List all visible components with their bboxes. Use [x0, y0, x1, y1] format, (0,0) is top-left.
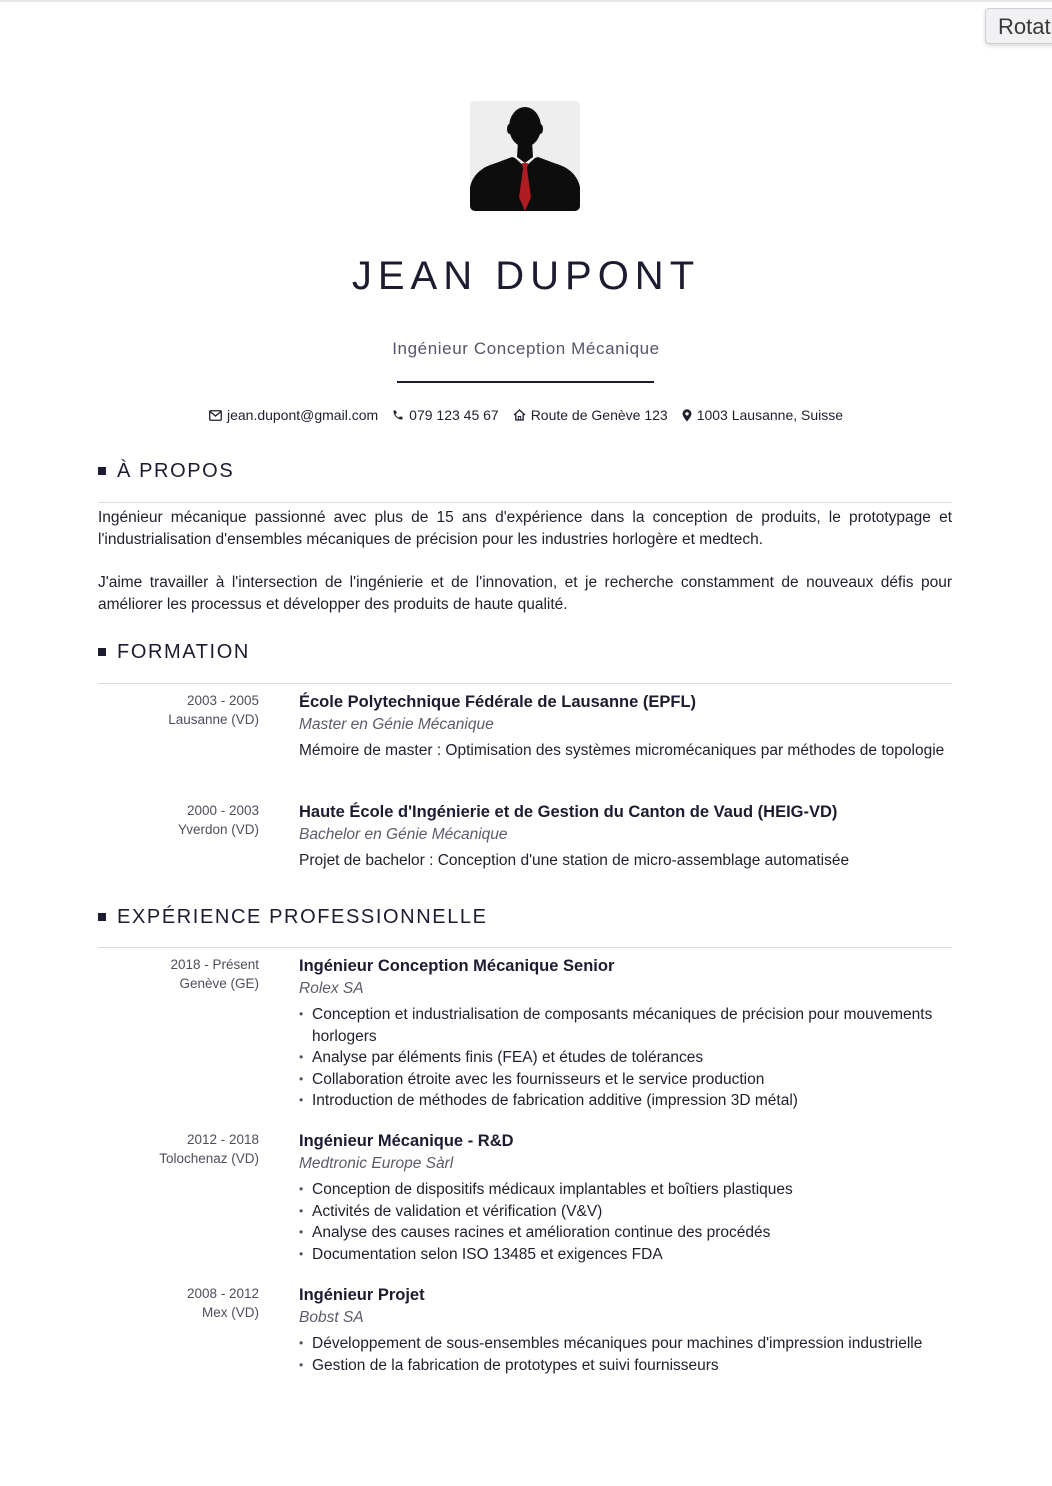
title-underline [397, 381, 654, 383]
entry-bullet-list [299, 1179, 957, 1265]
entry-location: Genève (GE) [179, 976, 259, 991]
contact-email-text: jean.dupont@gmail.com [226, 407, 379, 423]
list-item: • Conception de dispositifs médicaux implantables et boîtiers plastiques [299, 1179, 957, 1201]
entry-body [299, 801, 957, 872]
home-icon [513, 409, 526, 421]
entry-location: Tolochenaz (VD) [159, 1151, 259, 1166]
section-heading-education [98, 641, 952, 664]
entry-institution: Haute École d'Ingénierie et de Gestion du Canton de Vaud (HEIG-VD) [299, 803, 838, 821]
rotate-button[interactable]: Rotat [985, 8, 1052, 44]
entry-meta [98, 691, 259, 729]
entry-location: Mex (VD) [202, 1305, 259, 1320]
profile-photo [470, 101, 580, 211]
job-title: Ingénieur Conception Mécanique [392, 339, 660, 358]
entry-dates: 2018 - Présent [170, 957, 259, 972]
top-divider [0, 0, 1052, 2]
list-item: • Collaboration étroite avec les fournisseurs et le service production [299, 1069, 957, 1091]
entry-dates: 2008 - 2012 [186, 1286, 259, 1301]
list-item: • Documentation selon ISO 13485 et exigences FDA [299, 1244, 957, 1266]
section-heading-about [98, 460, 952, 483]
contact-phone[interactable] [392, 407, 499, 423]
entry-location: Yverdon (VD) [177, 822, 259, 837]
entry-location: Lausanne (VD) [168, 712, 259, 727]
entry-bullet-list [299, 1333, 957, 1376]
list-item: • Analyse par éléments finis (FEA) et études de tolérances [299, 1047, 957, 1069]
entry-body [299, 691, 957, 762]
section-divider-about [98, 502, 952, 503]
entry-company: Rolex SA [299, 980, 364, 997]
entry-body [299, 955, 957, 1112]
contact-street [513, 407, 668, 423]
entry-meta [98, 955, 259, 993]
contact-city [682, 407, 843, 423]
section-heading-experience [98, 906, 952, 929]
mail-icon [209, 410, 222, 421]
section-bullet-icon [98, 648, 106, 656]
entry-institution: École Polytechnique Fédérale de Lausanne (EPFL) [299, 693, 697, 711]
map-pin-icon [682, 409, 692, 422]
entry-body [299, 1130, 957, 1265]
contact-street-text: Route de Genève 123 [530, 407, 668, 423]
contact-bar [0, 407, 1052, 423]
entry-role: Ingénieur Projet [299, 1286, 425, 1304]
list-item: • Introduction de méthodes de fabrication additive (impression 3D métal) [299, 1090, 957, 1112]
candidate-name: JEAN DUPONT [351, 254, 701, 298]
section-divider-education [98, 683, 952, 684]
entry-meta [98, 801, 259, 839]
entry-role: Ingénieur Conception Mécanique Senior [299, 957, 615, 975]
about-paragraph: J'aime travailler à l'intersection de l'ingénierie et de l'innovation, et je recherche constamment de nouveaux défis pour améliorer les processus et développer des produits de haute qualité. [98, 574, 952, 613]
list-item: • Gestion de la fabrication de prototypes et suivi fournisseurs [299, 1355, 957, 1377]
section-title-experience: EXPÉRIENCE PROFESSIONNELLE [117, 906, 488, 928]
section-bullet-icon [98, 913, 106, 921]
entry-company: Bobst SA [299, 1309, 364, 1326]
entry-dates: 2012 - 2018 [186, 1132, 259, 1147]
entry-bullet-list [299, 1004, 957, 1112]
section-divider-experience [98, 947, 952, 948]
entry-role: Ingénieur Mécanique - R&D [299, 1132, 514, 1150]
phone-icon [392, 409, 404, 421]
entry-description: Projet de bachelor : Conception d'une station de micro-assemblage automatisée [299, 852, 850, 869]
entry-dates: 2003 - 2005 [186, 693, 259, 708]
about-text [98, 507, 952, 637]
list-item: • Conception et industrialisation de composants mécaniques de précision pour mouvements horlogers [299, 1004, 957, 1047]
section-title-about: À PROPOS [117, 460, 235, 482]
about-paragraph: Ingénieur mécanique passionné avec plus de 15 ans d'expérience dans la conception de produits, le prototypage et l'industrialisation d'ensembles mécaniques de précision pour les industries horlogère et medtech. [98, 509, 952, 548]
entry-degree: Bachelor en Génie Mécanique [299, 826, 508, 843]
list-item: • Activités de validation et vérification (V&V) [299, 1201, 957, 1223]
avatar-silhouette-icon [470, 101, 580, 211]
contact-email[interactable] [209, 407, 378, 423]
entry-dates: 2000 - 2003 [186, 803, 259, 818]
contact-city-text: 1003 Lausanne, Suisse [696, 407, 844, 423]
section-bullet-icon [98, 467, 106, 475]
list-item: • Analyse des causes racines et amélioration continue des procédés [299, 1222, 957, 1244]
entry-meta [98, 1130, 259, 1168]
entry-company: Medtronic Europe Sàrl [299, 1155, 454, 1172]
entry-meta [98, 1284, 259, 1322]
contact-phone-text: 079 123 45 67 [409, 407, 499, 423]
entry-degree: Master en Génie Mécanique [299, 716, 494, 733]
section-title-education: FORMATION [117, 641, 250, 663]
list-item: • Développement de sous-ensembles mécaniques pour machines d'impression industrielle [299, 1333, 957, 1355]
entry-description: Mémoire de master : Optimisation des systèmes micromécaniques par méthodes de topologie [299, 742, 945, 759]
entry-body [299, 1284, 957, 1376]
